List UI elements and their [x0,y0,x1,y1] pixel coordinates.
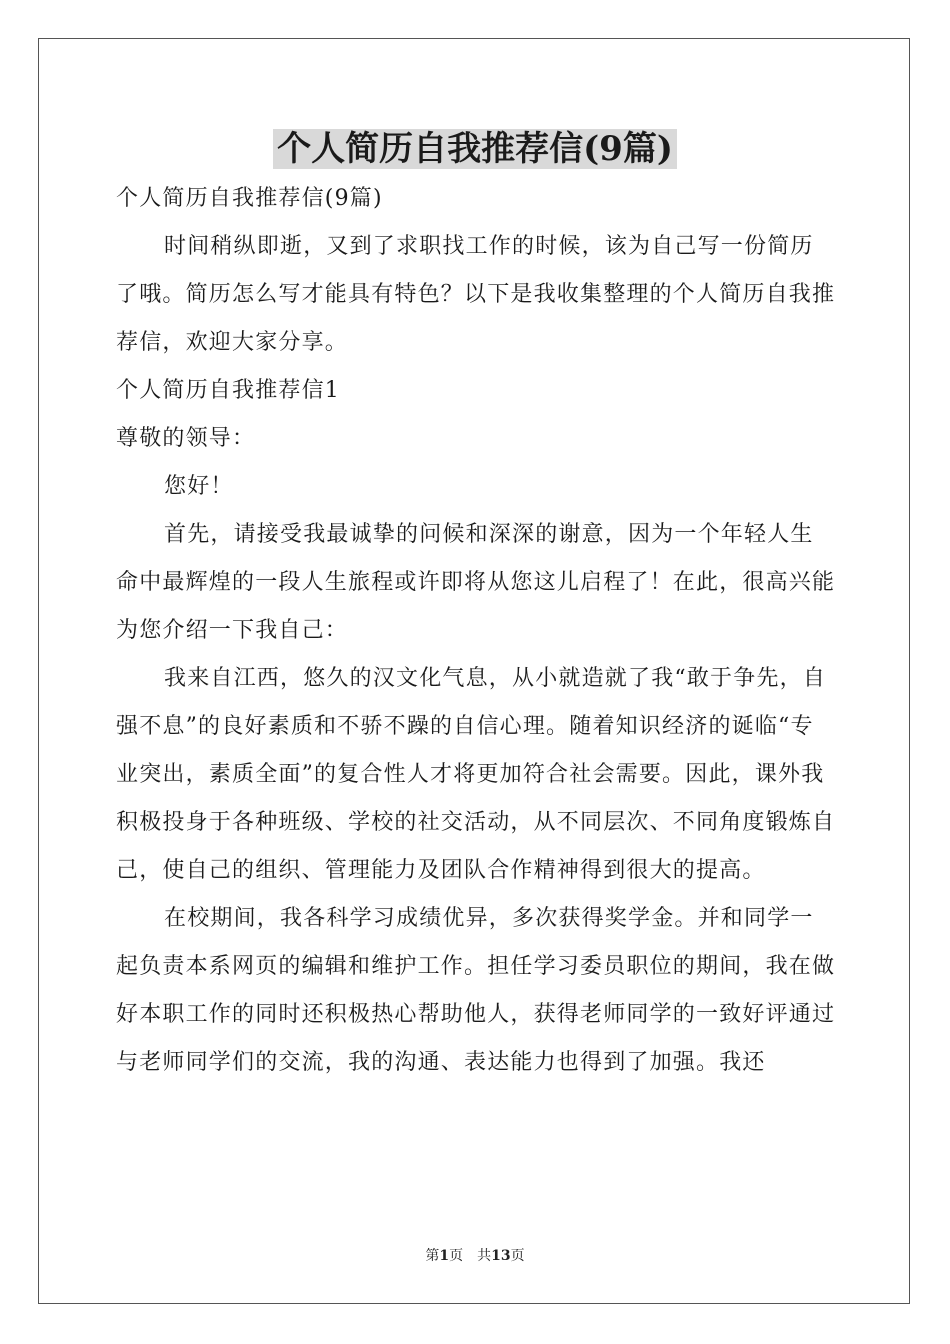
paragraph-school: 在校期间，我各科学习成绩优异，多次获得奖学金。并和同学一起负责本系网页的编辑和维护工作。担任学习委员职位的期间，我在做好本职工作的同时还积极热心帮助他人，获得老师同学的一致好评通过与老师同学们的交流，我的沟通、表达能力也得到了加强。我还 [116,906,836,1075]
document-body [116,175,836,1087]
paragraph-background: 我来自江西，悠久的汉文化气息，从小就造就了我“敢于争先，自强不息”的良好素质和不骄不躁的自信心理。随着知识经济的诞临“专业突出，素质全面”的复合性人才将更加符合社会需要。因此，课外我积极投身于各种班级、学校的社交活动，从不同层次、不同角度锻炼自己，使自己的组织、管理能力及团队合作精神得到很大的提高。 [116,666,836,883]
paragraph-subtitle: 个人简历自我推荐信(9篇) [116,186,383,211]
footer-page-total: 13 [491,1248,511,1264]
footer-mid: 页 共 [449,1248,492,1264]
document-title-text: 个人简历自我推荐信(9篇) [273,129,677,169]
paragraph-section-heading: 个人简历自我推荐信1 [116,378,340,403]
footer-page-current: 1 [439,1248,450,1264]
paragraph-salutation: 尊敬的领导： [116,426,256,451]
paragraph-greeting: 您好！ [164,474,234,499]
document-title [0,126,950,172]
footer-prefix: 第 [425,1248,440,1264]
paragraph-opening: 首先，请接受我最诚挚的问候和深深的谢意，因为一个年轻人生命中最辉煌的一段人生旅程或许即将从您这儿启程了！在此，很高兴能为您介绍一下我自己： [116,522,836,643]
page-footer [0,1246,950,1266]
paragraph-intro: 时间稍纵即逝，又到了求职找工作的时候，该为自己写一份简历了哦。简历怎么写才能具有特色？以下是我收集整理的个人简历自我推荐信，欢迎大家分享。 [116,234,836,355]
footer-suffix: 页 [510,1248,525,1264]
